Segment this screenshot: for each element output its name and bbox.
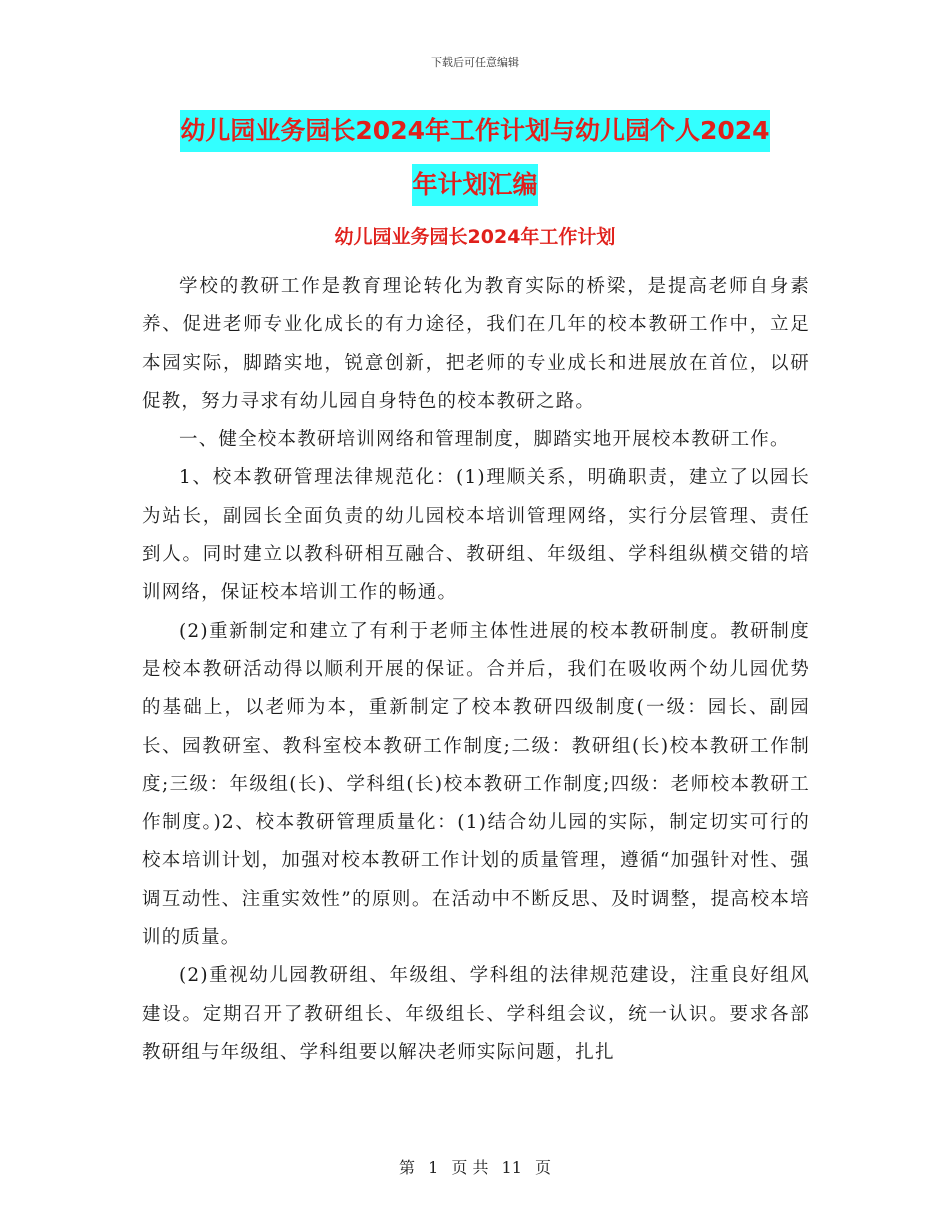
document-title	[140, 104, 810, 212]
footer-middle: 页 共	[451, 1158, 489, 1177]
document-title-line-1: 幼儿园业务园长2024年工作计划与幼儿园个人2024	[180, 110, 769, 152]
footer-total-pages: 11	[501, 1158, 522, 1177]
paragraph-heading-1: 一、健全校本教研培训网络和管理制度，脚踏实地开展校本教研工作。	[179, 429, 790, 451]
paragraph-item-1: 1、校本教研管理法律规范化：(1)理顺关系，明确职责，建立了以园长为站长，副园长全面负责的幼儿园校本培训管理网络，实行分层管理、责任到人。同时建立以教科研相互融合、教研组、年级组、学科组纵横交错的培训网络，保证校本培训工作的畅通。	[142, 467, 810, 604]
page-header-note: 下载后可任意编辑	[431, 56, 519, 69]
page-footer	[0, 1155, 950, 1178]
section-title: 幼儿园业务园长2024年工作计划	[334, 226, 616, 248]
footer-prefix: 第	[398, 1158, 415, 1177]
paragraph-item-2: (2)重新制定和建立了有利于老师主体性进展的校本教研制度。教研制度是校本教研活动得以顺利开展的保证。合并后，我们在吸收两个幼儿园优势的基础上，以老师为本，重新制定了校本教研四级制度(一级：园长、副园长、园教研室、教科室校本教研工作制度;二级：教研组(长)校本教研工作制度;三级：年级组(长)、学科组(长)校本教研工作制度;四级：老师校本教研工作制度。)2、校本教研管理质量化：(1)结合幼儿园的实际，制定切实可行的校本培训计划，加强对校本教研工作计划的质量管理，遵循“加强针对性、强调互动性、注重实效性”的原则。在活动中不断反思、及时调整，提高校本培训的质量。	[142, 620, 810, 949]
footer-page-number: 1	[428, 1158, 439, 1177]
document-title-line-2: 年计划汇编	[412, 164, 537, 206]
paragraph-intro: 学校的教研工作是教育理论转化为教育实际的桥梁，是提高老师自身素养、促进老师专业化成长的有力途径，我们在几年的校本教研工作中，立足本园实际，脚踏实地，锐意创新，把老师的专业成长和进展放在首位，以研促教，努力寻求有幼儿园自身特色的校本教研之路。	[142, 276, 810, 412]
paragraph-item-3: (2)重视幼儿园教研组、年级组、学科组的法律规范建设，注重良好组风建设。定期召开了教研组长、年级组长、学科组会议，统一认识。要求各部教研组与年级组、学科组要以解决老师实际问题，扎扎	[142, 965, 810, 1063]
body-text	[142, 268, 810, 1072]
footer-suffix: 页	[535, 1158, 552, 1177]
